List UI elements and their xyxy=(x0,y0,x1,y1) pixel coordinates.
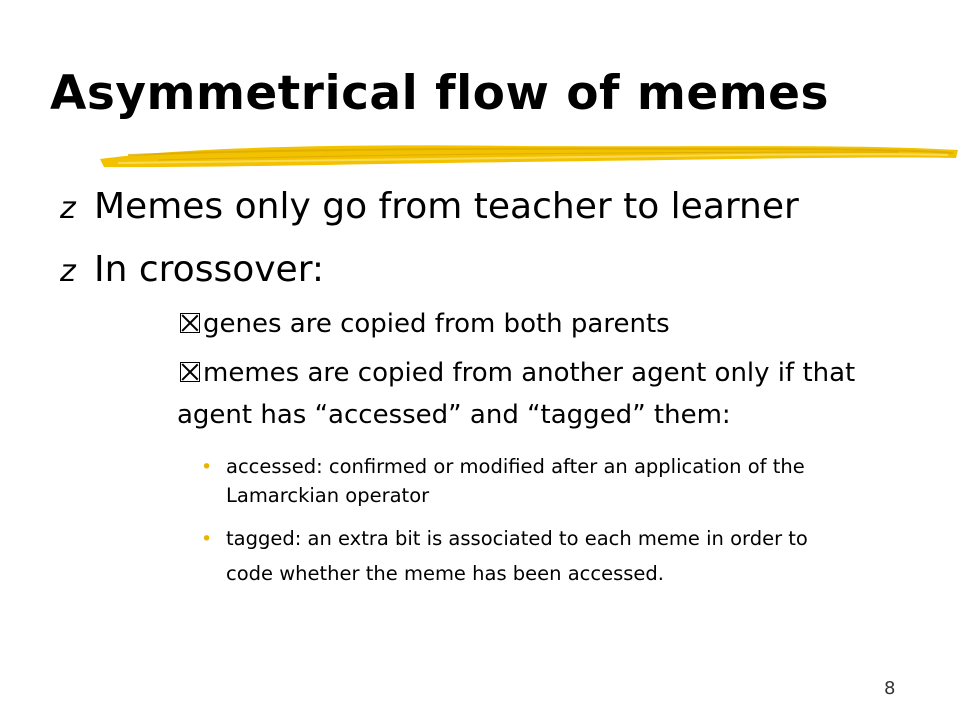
bullet-level3-item xyxy=(201,455,805,478)
x-box-bullet-icon xyxy=(180,362,200,382)
bullet-text: accessed: confirmed or modified after an application of the xyxy=(226,455,805,478)
bullet-level2-item xyxy=(180,309,670,339)
bullet-text: genes are copied from both parents xyxy=(203,309,670,339)
z-bullet-icon: z xyxy=(60,191,76,226)
bullet-level3-item xyxy=(201,527,808,550)
bullet-continuation: code whether the meme has been accessed. xyxy=(226,562,665,585)
slide-title: Asymmetrical flow of memes xyxy=(50,66,830,121)
bullet-level1-item xyxy=(60,186,799,227)
bullet-continuation: Lamarckian operator xyxy=(226,484,430,507)
dot-bullet-icon: • xyxy=(201,456,213,478)
bullet-level2-item xyxy=(180,358,855,388)
brush-stroke-divider xyxy=(98,138,960,178)
bullet-level1-item xyxy=(60,249,324,290)
bullet-text: memes are copied from another agent only if that xyxy=(203,358,856,388)
bullet-text: Memes only go from teacher to learner xyxy=(94,186,799,227)
dot-bullet-icon: • xyxy=(201,528,213,550)
page-number: 8 xyxy=(884,678,896,699)
bullet-text: In crossover: xyxy=(94,249,324,290)
bullet-continuation: agent has “accessed” and “tagged” them: xyxy=(177,400,731,430)
x-box-bullet-icon xyxy=(180,313,200,333)
z-bullet-icon: z xyxy=(60,254,76,289)
bullet-text: tagged: an extra bit is associated to each meme in order to xyxy=(226,527,808,550)
